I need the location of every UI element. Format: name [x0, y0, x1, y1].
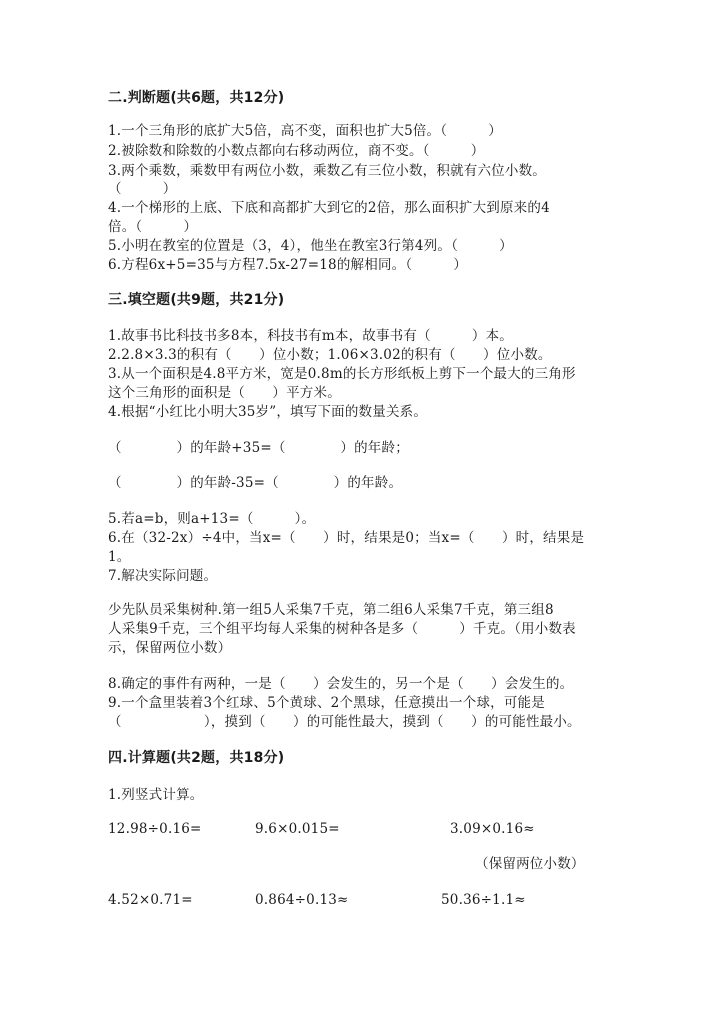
fill-question-1: 1.故事书比科技书多8本，科技书有m本，故事书有（ ）本。 [108, 328, 513, 344]
fill-question-9: 9.一个盒里装着3个红球、5个黄球、2个黑球，任意摸出一个球，可能是 [108, 695, 545, 711]
calc-item-4: 4.52×0.71= [108, 892, 193, 908]
calc-note: （保留两位小数） [475, 856, 585, 872]
calc-item-2: 9.6×0.015= [255, 821, 340, 837]
calc-item-5: 0.864÷0.13≈ [255, 892, 349, 908]
fill-question-7-text-3: 示，保留两位小数） [108, 640, 232, 656]
judge-question-6: 6.方程6x+5=35与方程7.5x-27=18的解相同。（ ） [108, 257, 468, 273]
fill-question-5: 5.若a=b，则a+13=（ ）。 [108, 511, 316, 527]
judge-question-3: 3.两个乘数，乘数甲有两位小数，乘数乙有三位小数，积就有六位小数。 [108, 163, 546, 179]
fill-question-2: 2.2.8×3.3的积有（ ）位小数；1.06×3.02的积有（ ）位小数。 [108, 347, 552, 363]
judge-question-2: 2.被除数和除数的小数点都向右移动两位，商不变。（ ） [108, 143, 485, 159]
calc-item-3: 3.09×0.16≈ [450, 821, 535, 837]
fill-question-3-cont: 这个三角形的面积是（ ）平方米。 [108, 385, 341, 401]
fill-question-7: 7.解决实际问题。 [108, 568, 218, 584]
section-heading-judge: 二.判断题(共6题，共12分) [108, 90, 285, 106]
fill-question-6-cont: 1。 [108, 549, 131, 565]
judge-question-1: 1.一个三角形的底扩大5倍，高不变，面积也扩大5倍。（ ） [108, 123, 503, 139]
calc-item-6: 50.36÷1.1≈ [441, 892, 526, 908]
fill-question-4: 4.根据“小红比小明大35岁”，填写下面的数量关系。 [108, 404, 428, 420]
fill-question-9-cont: （ ），摸到（ ）的可能性最大，摸到（ ）的可能性最小。 [108, 714, 581, 730]
fill-question-3: 3.从一个面积是4.8平方米，宽是0.8m的长方形纸板上剪下一个最大的三角形 [108, 366, 576, 382]
fill-question-8: 8.确定的事件有两种，一是（ ）会发生的，另一个是（ ）会发生的。 [108, 676, 574, 692]
section-heading-fill: 三.填空题(共9题，共21分) [108, 292, 285, 308]
fill-question-7-text-1: 少先队员采集树种.第一组5人采集7千克，第二组6人采集7千克，第三组8 [108, 602, 554, 618]
fill-question-7-text-2: 人采集9千克，三个组平均每人采集的树种各是多（ ）千克。（用小数表 [108, 621, 576, 637]
fill-question-4-blank-2: （ ）的年龄-35=（ ）的年龄。 [108, 475, 403, 491]
fill-question-6: 6.在（32-2x）÷4中，当x=（ ）时，结果是0；当x=（ ）时，结果是 [108, 530, 585, 546]
calc-item-1: 12.98÷0.16= [108, 821, 202, 837]
calc-intro: 1.列竖式计算。 [108, 787, 204, 803]
judge-question-4-cont: 倍。（ ） [108, 219, 198, 235]
section-heading-calc: 四.计算题(共2题，共18分) [108, 750, 285, 766]
fill-question-4-blank-1: （ ）的年龄+35=（ ）的年龄； [108, 440, 409, 456]
judge-question-3-answer: （ ） [108, 181, 177, 197]
judge-question-5: 5.小明在教室的位置是（3，4），他坐在教室3行第4列。（ ） [108, 238, 513, 254]
judge-question-4: 4.一个梯形的上底、下底和高都扩大到它的2倍，那么面积扩大到原来的4 [108, 200, 550, 216]
